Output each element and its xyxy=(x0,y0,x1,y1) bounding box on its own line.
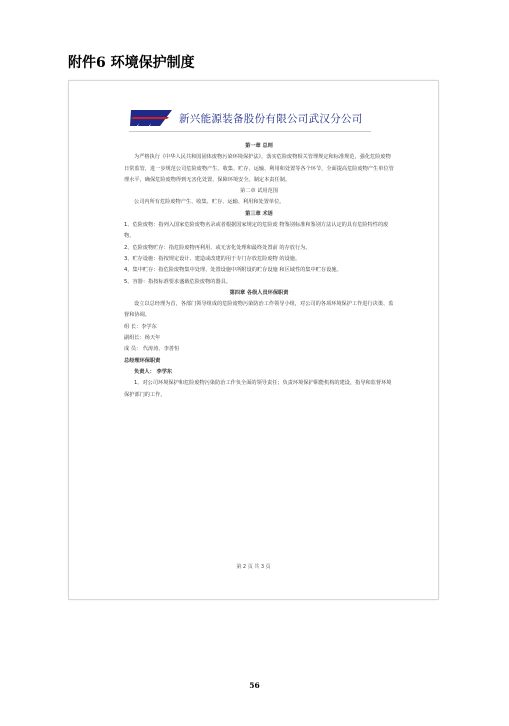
term-item-4: 4、集中贮存：指危险废物集中处理、处置设施中所附设的贮存设施 和区域性的集中贮存设施。 xyxy=(124,267,342,274)
scan-page-label: 第 2 页 共 3 页 xyxy=(236,564,271,570)
term-item-5: 5、容器：指按标准要求盛载危险废物的器具。 xyxy=(124,278,232,285)
company-logo-icon xyxy=(129,109,173,127)
leader-line: 组 长：李学东 xyxy=(124,323,157,330)
chapter-4-title: 第四章 各级人员环保职责 xyxy=(229,289,289,296)
chapter-1-title: 第一章 总则 xyxy=(245,143,273,149)
term-item-1: 1、危险废物：指列入国家危险废物名录或者根据国家规定的危险废 物鉴别标准和鉴别方法认定的具有危险特性的废物。 xyxy=(124,222,389,240)
scanned-document-page xyxy=(69,81,438,599)
chapter-1-paragraph: 为严格执行《中华人民共和国固体废物污染环境保护法》，落实危险废物相关管理规定和标准规范，强化危险废物日常监管，进一步规范公司危险废物产生、收集、贮存、运输、利用和处置等各个环节，全面提高危险废物产生单位管理水平，确保危险废物得到无害化处置，保障环境安全。制定本责任制。 xyxy=(124,154,394,183)
chapter-3-title: 第三章 术语 xyxy=(245,210,273,217)
term-item-2: 2、危险废物贮存：指危险废物再利用、或无害化处理和最终处置前 的存放行为。 xyxy=(124,244,311,251)
attachment-title: 附件6 环境保护制度 xyxy=(68,55,195,71)
chapter-2-title: 第二章 试用范围 xyxy=(240,188,278,195)
gm-duty-title: 总经理环保职责 xyxy=(124,357,161,364)
company-name: 新兴能源装备股份有限公司武汉分公司 xyxy=(179,112,363,125)
chapter-4-paragraph: 设立以总经理为首，各部门领导组成的危险废物污染防治工作领导小组，对公司的各项环境保护工作进行决策、监督和协调。 xyxy=(124,301,394,319)
page-number: 56 xyxy=(249,681,260,690)
duty-item-1: 1、对公司环境保护和危险废物污染防治工作负全面的领导责任；负责环境保护职能机构的建设，指导和监督环境保护部门的工作。 xyxy=(124,380,392,398)
letterhead xyxy=(129,107,363,129)
deputy-leader-line: 副组长：杨天年 xyxy=(124,335,161,342)
document-body xyxy=(124,141,394,401)
letterhead-divider xyxy=(129,131,371,132)
members-line: 成 员： 代涛涛、李善恒 xyxy=(124,346,180,353)
responsible-person-line: 负责人： 李学东 xyxy=(134,368,173,375)
chapter-2-paragraph: 公司内所有危险废物产生、收集、贮存、运输、利用和处置单位。 xyxy=(134,199,285,206)
term-item-3: 3、贮存设施：指按规定设计、建造或改建的用于专门存放危险废物 的设施。 xyxy=(124,255,301,262)
